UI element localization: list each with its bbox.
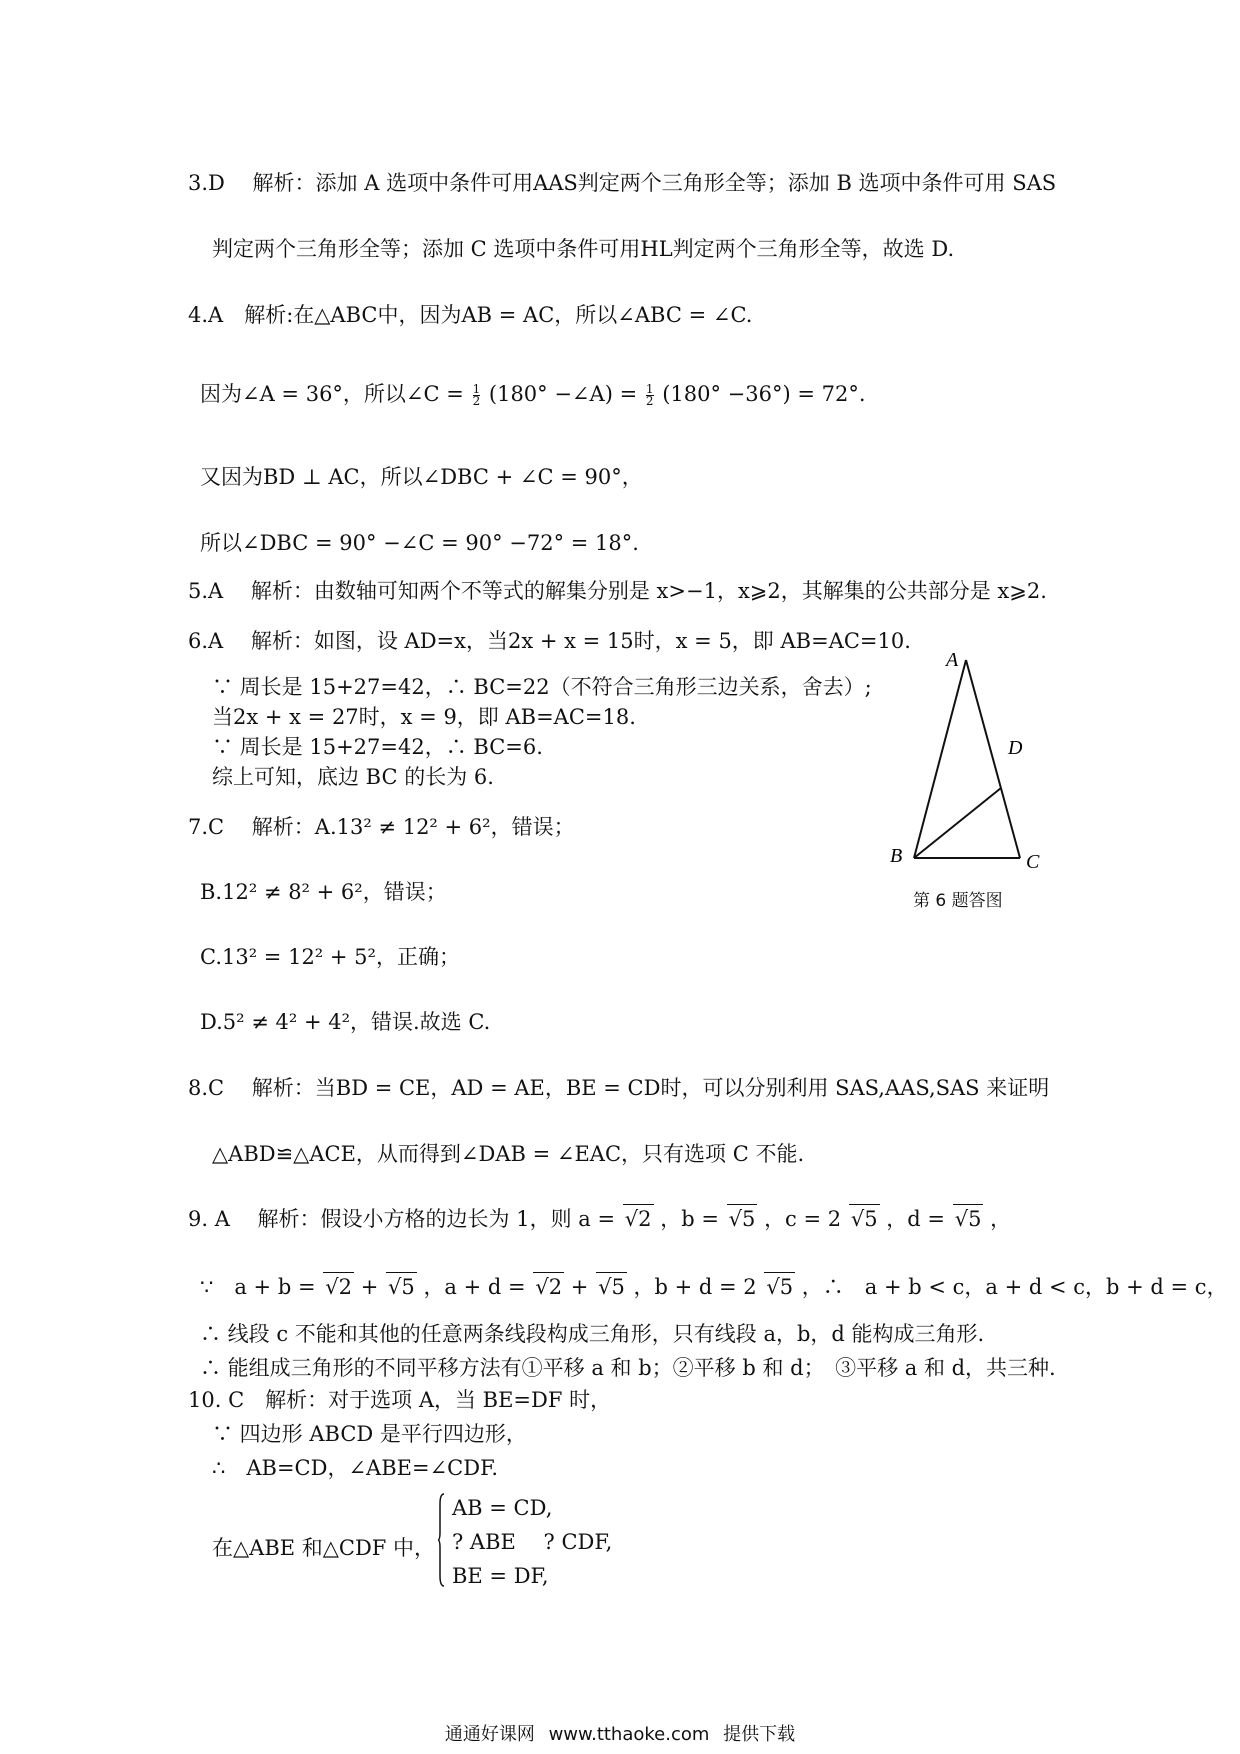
footer-note: 提供下载 [723, 1724, 796, 1745]
q10-system-line3: BE = DF, [452, 1564, 549, 1588]
q9-line3: ∴ 线段 c 不能和其他的任意两条线段构成三角形，只有线段 a，b，d 能构成三角形. [200, 1322, 985, 1346]
q9-line1: 9. A 解析：假设小方格的边长为 1，则 a = √2 ，b = √5 ，c = 2 √5 ，d = √5 ， [188, 1204, 1011, 1233]
q10-line4: 在△ABE 和△CDF 中， [212, 1536, 436, 1560]
q6-line3: 当2x + x = 27时，x = 9，即 AB=AC=18. [212, 705, 636, 729]
vertex-label-d: D [1008, 737, 1023, 759]
q3-line2: 判定两个三角形全等；添加 C 选项中条件可用HL判定两个三角形全等，故选 D. [212, 237, 955, 261]
vertex-label-b: B [890, 845, 903, 867]
sqrt-5-c: √5 [953, 1204, 984, 1233]
sqrt-5-sum-c: √5 [764, 1272, 795, 1301]
q10-system-line1: AB = CD, [452, 1496, 553, 1520]
q6-line2: ∵ 周长是 15+27=42，∴ BC=22（不符合三角形三边关系，舍去）; [212, 675, 872, 699]
q4-line1: 4.A 解析:在△ABC中，因为AB = AC，所以∠ABC = ∠C. [188, 303, 753, 327]
fraction-half-2: $\frac{1}{2}$ [645, 382, 654, 408]
q4-line2-part-c: (180° −36°) = 72°. [662, 382, 866, 406]
fraction-half: $\frac{1}{2}$ [472, 382, 481, 408]
q4-line2 [200, 380, 866, 408]
q10-line1: 10. C 解析：对于选项 A，当 BE=DF 时， [188, 1388, 612, 1412]
q4-line4: 所以∠DBC = 90° −∠C = 90° −72° = 18°. [200, 531, 639, 555]
q4-line3: 又因为BD ⊥ AC，所以∠DBC + ∠C = 90°， [200, 465, 643, 489]
footer-site-name: 通通好课网 [444, 1724, 535, 1745]
edge-ac [966, 660, 1020, 858]
q10-system-line2: ? ABE ? CDF, [452, 1530, 613, 1554]
vertex-label-a: A [946, 650, 959, 671]
q7-line2: B.12² ≠ 8² + 6²，错误； [200, 880, 447, 904]
q7-line1: 7.C 解析：A.13² ≠ 12² + 6²，错误； [188, 815, 575, 839]
sqrt-5: √5 [727, 1204, 758, 1233]
sqrt-2-sum-b: √2 [533, 1272, 564, 1301]
q3-line1: 3.D 解析：添加 A 选项中条件可用AAS判定两个三角形全等；添加 B 选项中条件可用 SAS [188, 171, 1057, 195]
triangle-figure [880, 650, 1080, 910]
q10-line3: ∴ AB=CD，∠ABE=∠CDF. [212, 1456, 499, 1480]
footer-url[interactable]: www.tthaoke.com [548, 1724, 710, 1745]
sqrt-5-b: √5 [849, 1204, 880, 1233]
q8-line1: 8.C 解析：当BD = CE，AD = AE，BE = CD时，可以分别利用 SAS,AAS,SAS 来证明 [188, 1076, 1050, 1100]
page-footer [0, 1720, 1240, 1746]
q6-line4: ∵ 周长是 15+27=42，∴ BC=6. [212, 735, 543, 759]
q9-line4: ∴ 能组成三角形的不同平移方法有①平移 a 和 b；②平移 b 和 d； ③平移 a 和 d，共三种. [200, 1356, 1056, 1380]
q6-line1: 6.A 解析：如图，设 AD=x，当2x + x = 15时，x = 5，即 AB=AC=10. [188, 629, 911, 653]
q8-line2: △ABD≌△ACE，从而得到∠DAB = ∠EAC，只有选项 C 不能. [212, 1142, 805, 1166]
sqrt-2-sum: √2 [323, 1272, 354, 1301]
segment-bd [914, 788, 1001, 858]
figure-caption: 第 6 题答图 [913, 891, 1003, 911]
equation-brace [438, 1492, 446, 1588]
sqrt-5-sum: √5 [386, 1272, 417, 1301]
q7-line4: D.5² ≠ 4² + 4²，错误.故选 C. [200, 1010, 491, 1034]
q9-line2: ∵ a + b = √2 + √5 ，a + d = √2 + √5 ，b + d = 2 √5 ，∴ a + b < c，a + d < c，b + d = c， [200, 1272, 1228, 1301]
vertex-label-c: C [1026, 851, 1040, 873]
q6-line5: 综上可知，底边 BC 的长为 6. [212, 765, 494, 789]
q10-line2: ∵ 四边形 ABCD 是平行四边形， [212, 1422, 527, 1446]
q7-line3: C.13² = 12² + 5²，正确； [200, 945, 460, 969]
edge-ab [914, 660, 966, 858]
q4-line2-part-b: (180° −∠A) = [488, 382, 638, 406]
q4-line2-part-a: 因为∠A = 36°，所以∠C = [200, 382, 464, 406]
sqrt-2: √2 [623, 1204, 654, 1233]
sqrt-5-sum-b: √5 [596, 1272, 627, 1301]
q5-line1: 5.A 解析：由数轴可知两个不等式的解集分别是 x>−1，x⩾2，其解集的公共部分是 x⩾2. [188, 579, 1047, 603]
